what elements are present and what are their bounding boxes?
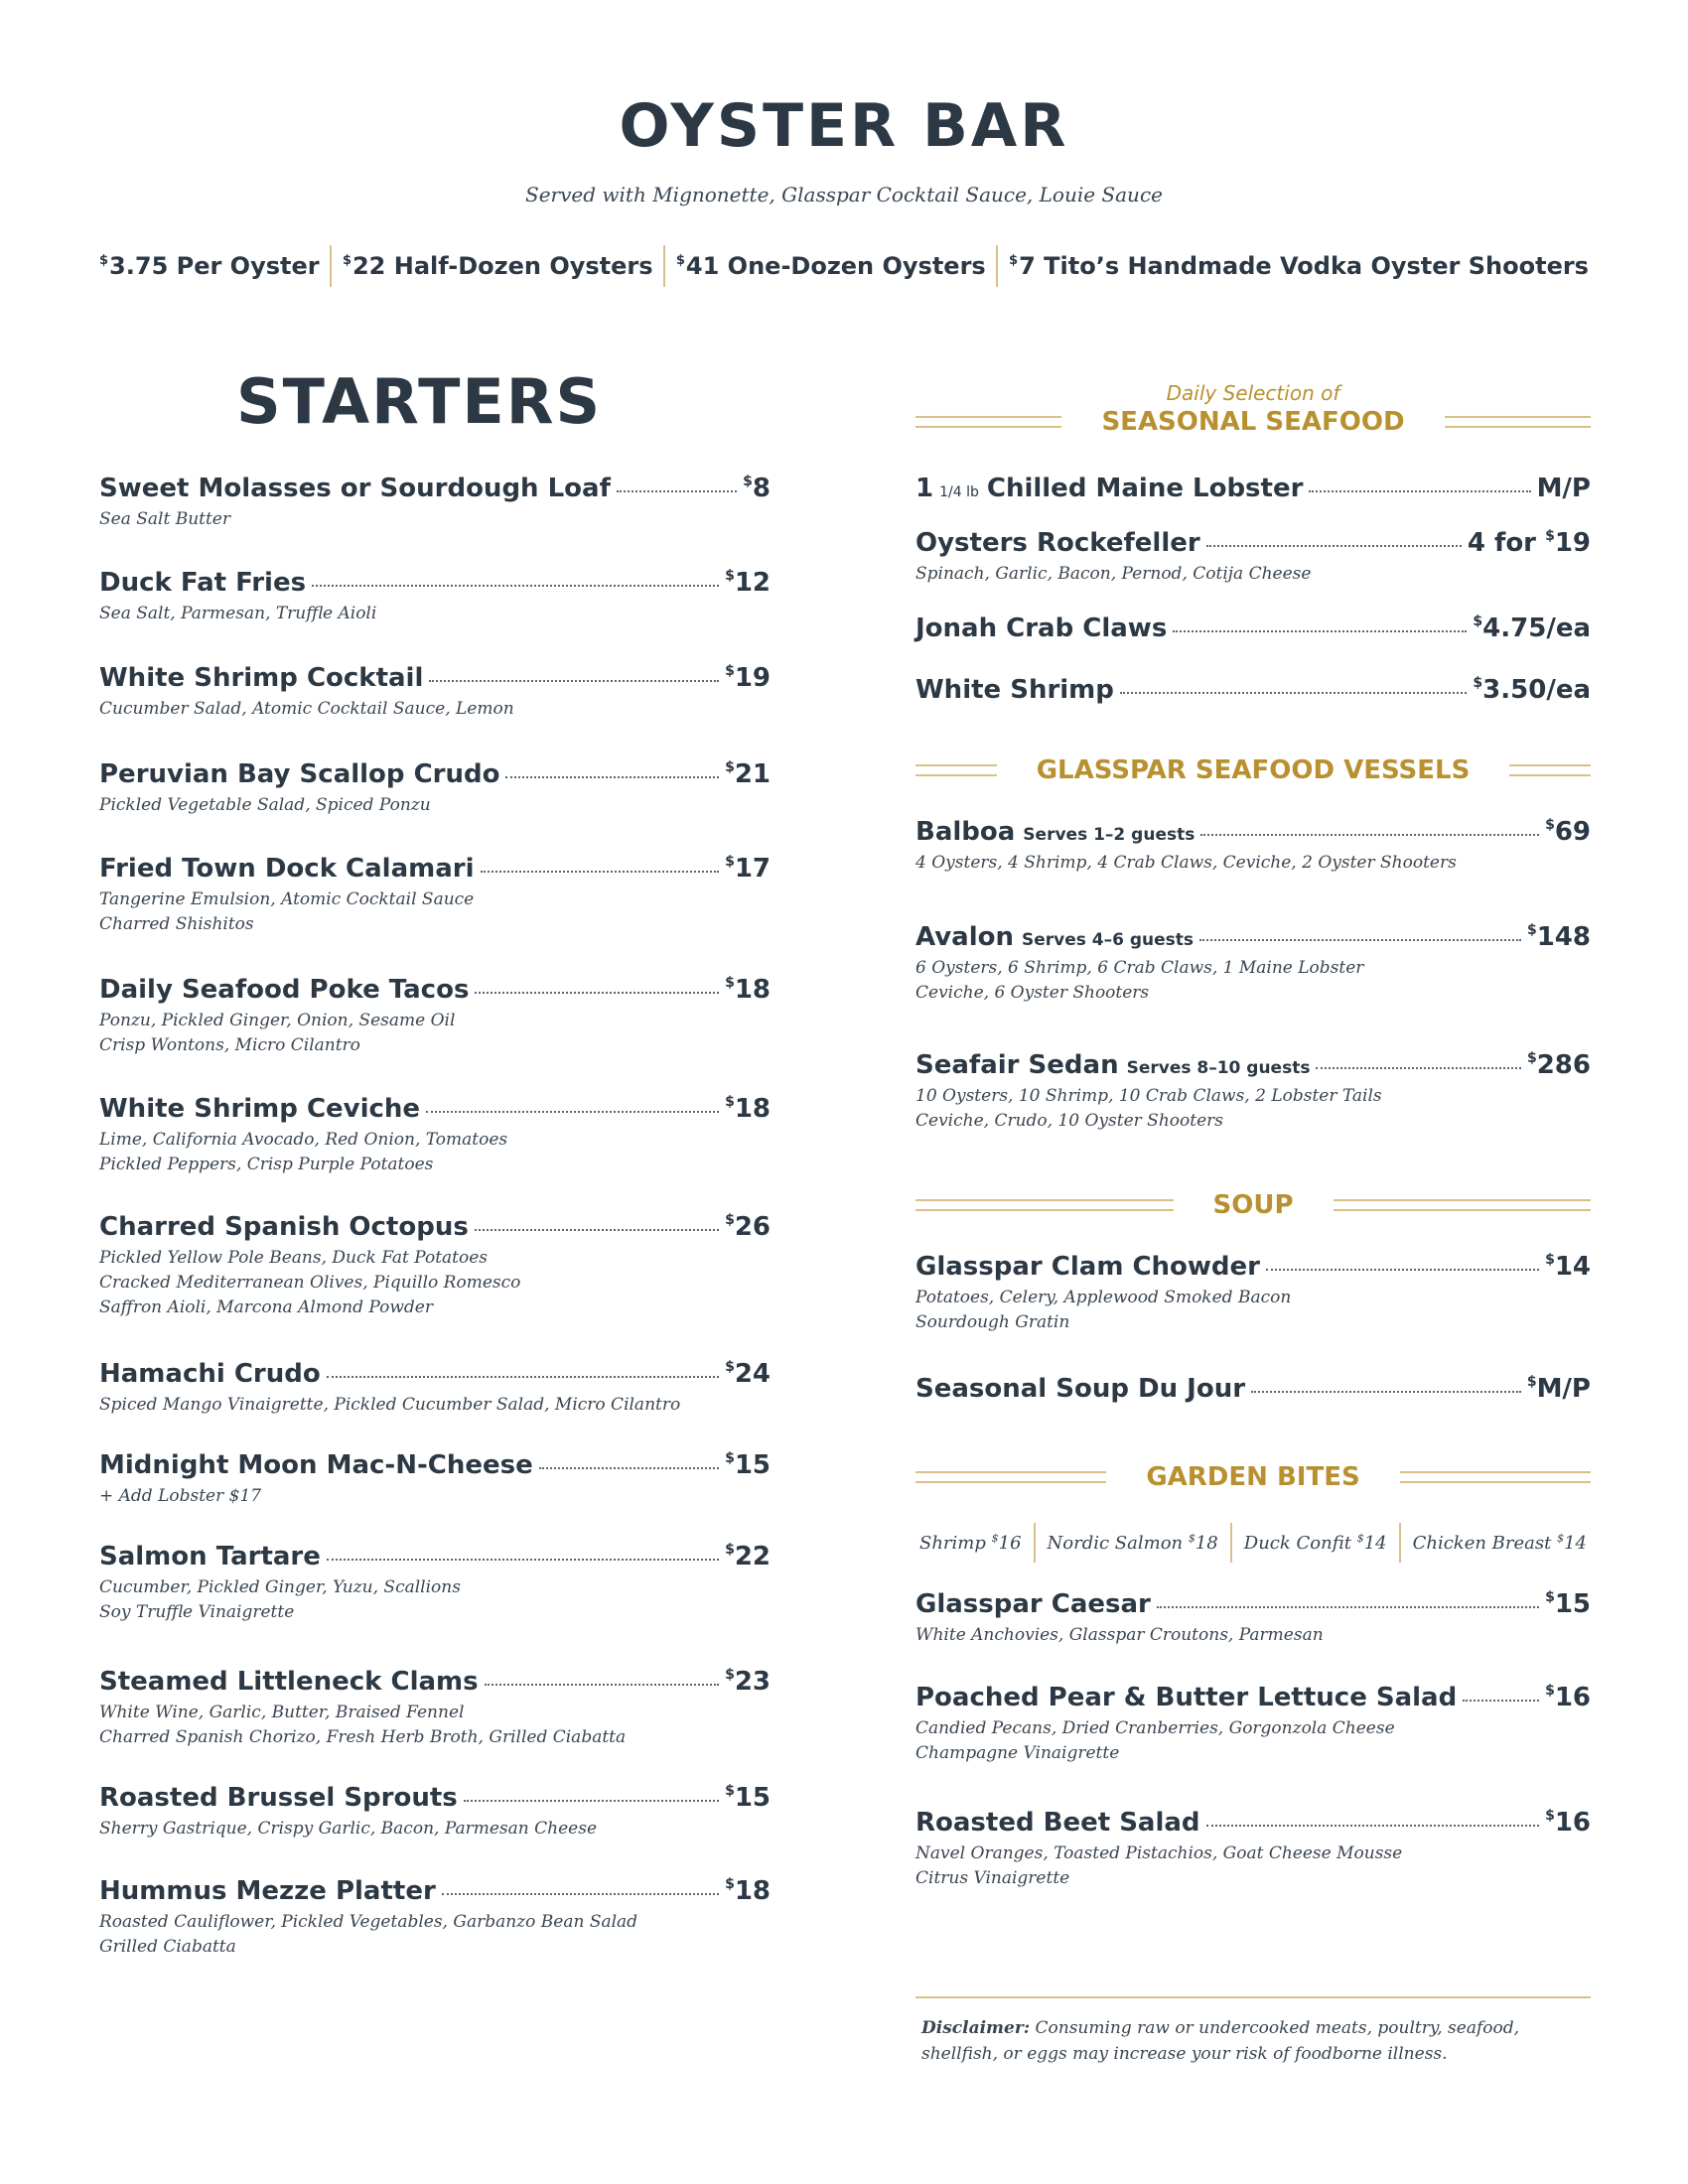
item-name: Jonah Crab Claws [915, 614, 1168, 643]
dot-leader [1316, 1067, 1521, 1069]
starters-title: STARTERS [236, 365, 603, 438]
item-price: $148 [1526, 922, 1591, 952]
item-name: White Shrimp Cocktail [99, 663, 424, 693]
dot-leader [617, 490, 737, 492]
section-title: GLASSPAR SEAFOOD VESSELS [1036, 755, 1471, 785]
item-name: Balboa [915, 817, 1016, 847]
divider [996, 245, 998, 287]
protein-option: Nordic Salmon $18 [1047, 1532, 1218, 1554]
menu-item [915, 675, 1591, 705]
item-description: Crisp Wontons, Micro Cilantro [99, 1035, 360, 1055]
soup-heading [915, 1190, 1591, 1220]
item-name: Seafair Sedan [915, 1050, 1119, 1080]
divider [915, 764, 997, 776]
seasonal-kicker: Daily Selection of [1166, 381, 1340, 405]
item-name: White Shrimp [915, 675, 1114, 705]
dot-leader [1120, 692, 1468, 694]
protein-addons [915, 1521, 1591, 1565]
menu-item-line [99, 1359, 771, 1389]
item-description: Ceviche, 6 Oyster Shooters [915, 983, 1150, 1003]
item-description: Pickled Peppers, Crisp Purple Potatoes [99, 1155, 434, 1174]
item-price: $22 [725, 1542, 771, 1571]
menu-item [99, 568, 771, 626]
menu-item-line [99, 1094, 771, 1124]
item-description: Sea Salt, Parmesan, Truffle Aioli [99, 604, 377, 623]
item-description: 10 Oysters, 10 Shrimp, 10 Crab Claws, 2 Lobster Tails [915, 1086, 1382, 1106]
item-description: Spiced Mango Vinaigrette, Pickled Cucumber Salad, Micro Cilantro [99, 1395, 681, 1415]
divider [1509, 764, 1591, 776]
dot-leader [1266, 1269, 1539, 1271]
item-price: $18 [725, 975, 771, 1005]
item-description: Sea Salt Butter [99, 509, 230, 529]
dot-leader [481, 871, 720, 873]
menu-item-line [915, 528, 1591, 558]
item-price: $15 [725, 1450, 771, 1480]
menu-item-line [915, 474, 1591, 503]
dot-leader [312, 585, 719, 587]
item-name: White Shrimp Ceviche [99, 1094, 421, 1124]
oyster-price-list [99, 245, 1589, 287]
divider [1334, 1199, 1592, 1211]
item-name: Steamed Littleneck Clams [99, 1667, 479, 1697]
item-name: Peruvian Bay Scallop Crudo [99, 759, 500, 789]
menu-item [915, 474, 1591, 503]
menu-item-line [99, 1783, 771, 1813]
menu-item-line [915, 1683, 1591, 1712]
dot-leader [327, 1559, 719, 1561]
item-name: Salmon Tartare [99, 1542, 321, 1571]
item-name: Sweet Molasses or Sourdough Loaf [99, 474, 611, 503]
item-price: $M/P [1526, 1374, 1591, 1404]
price-prefix: 4 for [1467, 528, 1546, 558]
protein-option: Chicken Breast $14 [1412, 1532, 1587, 1554]
item-description: Cucumber, Pickled Ginger, Yuzu, Scallions [99, 1577, 461, 1597]
menu-item [99, 1359, 771, 1418]
item-price: M/P [1536, 474, 1591, 503]
item-description: Charred Shishitos [99, 914, 254, 934]
menu-item-line [99, 975, 771, 1005]
item-description: Spinach, Garlic, Bacon, Pernod, Cotija Cheese [915, 564, 1312, 584]
item-weight: 1/4 lb [939, 484, 979, 500]
menu-item [99, 1667, 771, 1750]
menu-item [99, 1450, 771, 1509]
item-description: Sherry Gastrique, Crispy Garlic, Bacon, Parmesan Cheese [99, 1819, 598, 1839]
item-description: Citrus Vinaigrette [915, 1868, 1070, 1888]
divider [663, 245, 665, 287]
item-description: Pickled Yellow Pole Beans, Duck Fat Potatoes [99, 1248, 489, 1268]
menu-item [99, 474, 771, 532]
item-quantity: 1 [915, 474, 934, 503]
dot-leader [1206, 1825, 1540, 1827]
dot-leader [429, 680, 719, 682]
item-price: $18 [725, 1876, 771, 1906]
menu-item-line [915, 817, 1591, 847]
item-name: Hamachi Crudo [99, 1359, 321, 1389]
item-description: Grilled Ciabatta [99, 1937, 236, 1957]
dot-leader [327, 1376, 719, 1378]
menu-item-line [99, 474, 771, 503]
item-price: $16 [1545, 1683, 1591, 1712]
item-name: Hummus Mezze Platter [99, 1876, 436, 1906]
divider [915, 1471, 1106, 1483]
dot-leader [1173, 630, 1467, 632]
section-title: GARDEN BITES [1146, 1462, 1360, 1492]
item-name: Roasted Brussel Sprouts [99, 1783, 458, 1813]
item-description: White Anchovies, Glasspar Croutons, Parmesan [915, 1625, 1324, 1645]
divider [330, 245, 332, 287]
menu-item-line [915, 1808, 1591, 1838]
menu-item-line [99, 663, 771, 693]
item-name: Glasspar Caesar [915, 1589, 1151, 1619]
dot-leader [505, 776, 719, 778]
dot-leader [485, 1684, 719, 1686]
item-name: Daily Seafood Poke Tacos [99, 975, 470, 1005]
dot-leader [442, 1893, 719, 1895]
item-description: Potatoes, Celery, Applewood Smoked Bacon [915, 1288, 1292, 1307]
item-name: Glasspar Clam Chowder [915, 1252, 1261, 1282]
item-description: Sourdough Gratin [915, 1312, 1070, 1332]
divider [1034, 1523, 1036, 1563]
menu-item [915, 817, 1591, 876]
item-price: $4.75/ea [1473, 614, 1591, 643]
item-description: Cucumber Salad, Atomic Cocktail Sauce, Lemon [99, 699, 514, 719]
dot-leader [1206, 545, 1462, 547]
item-serving-note: Serves 4–6 guests [1021, 930, 1195, 950]
oyster-bar-title: OYSTER BAR [619, 91, 1069, 161]
item-price: $18 [725, 1094, 771, 1124]
menu-item-line [915, 1252, 1591, 1282]
item-serving-note: Serves 8–10 guests [1126, 1058, 1311, 1078]
menu-item-line [99, 854, 771, 884]
vessels-heading [915, 755, 1591, 785]
menu-item-line [99, 568, 771, 598]
oyster-price: $7 Tito’s Handmade Vodka Oyster Shooters [1009, 252, 1589, 280]
item-description: Soy Truffle Vinaigrette [99, 1602, 295, 1622]
item-description: Ponzu, Pickled Ginger, Onion, Sesame Oil [99, 1011, 456, 1030]
menu-item [99, 1542, 771, 1625]
menu-item [915, 1252, 1591, 1335]
item-description: Tangerine Emulsion, Atomic Cocktail Sauce [99, 889, 475, 909]
item-name: Poached Pear & Butter Lettuce Salad [915, 1683, 1458, 1712]
item-price: 4 for $19 [1467, 528, 1591, 558]
item-description: Lime, California Avocado, Red Onion, Tomatoes [99, 1130, 508, 1150]
menu-item [915, 1374, 1591, 1404]
divider [1399, 1523, 1401, 1563]
dot-leader [464, 1800, 719, 1802]
menu-item [915, 1808, 1591, 1891]
menu-item-line [99, 759, 771, 789]
item-price: $12 [725, 568, 771, 598]
item-price: $286 [1526, 1050, 1591, 1080]
menu-item-line [99, 1212, 771, 1242]
item-description: White Wine, Garlic, Butter, Braised Fennel [99, 1703, 465, 1722]
section-title: SOUP [1212, 1190, 1294, 1220]
item-description: 6 Oysters, 6 Shrimp, 6 Crab Claws, 1 Maine Lobster [915, 958, 1364, 978]
dot-leader [475, 992, 719, 994]
item-description: Ceviche, Crudo, 10 Oyster Shooters [915, 1111, 1223, 1131]
item-price: $69 [1545, 817, 1591, 847]
oyster-bar-subtitle: Served with Mignonette, Glasspar Cocktail Sauce, Louie Sauce [525, 183, 1163, 206]
item-price: $26 [725, 1212, 771, 1242]
item-serving-note: Serves 1–2 guests [1023, 825, 1196, 845]
item-name: Midnight Moon Mac-N-Cheese [99, 1450, 533, 1480]
menu-item [915, 528, 1591, 587]
oyster-price: $22 Half-Dozen Oysters [342, 252, 653, 280]
item-price: $8 [743, 474, 771, 503]
menu-item-line [915, 1589, 1591, 1619]
item-description: Candied Pecans, Dried Cranberries, Gorgonzola Cheese [915, 1718, 1395, 1738]
item-price: $21 [725, 759, 771, 789]
disclaimer: Disclaimer: Consuming raw or undercooked meats, poultry, seafood, shellfish, or eggs may increase your risk of foodborne illness. [921, 2018, 1520, 2064]
menu-item [99, 1783, 771, 1842]
garden-heading [915, 1462, 1591, 1492]
dot-leader [426, 1111, 719, 1113]
item-price: $15 [1545, 1589, 1591, 1619]
menu-item [915, 922, 1591, 1006]
menu-item [915, 1683, 1591, 1766]
divider [1400, 1471, 1591, 1483]
item-description: + Add Lobster $17 [99, 1486, 262, 1506]
menu-item [915, 614, 1591, 643]
item-name: Oysters Rockefeller [915, 528, 1200, 558]
menu-item-line [915, 922, 1591, 952]
item-name: Avalon [915, 922, 1014, 952]
dot-leader [1200, 834, 1539, 836]
item-description: Cracked Mediterranean Olives, Piquillo Romesco [99, 1273, 521, 1293]
dot-leader [1199, 939, 1521, 941]
oyster-price: $3.75 Per Oyster [99, 252, 320, 280]
menu-item [99, 759, 771, 818]
dot-leader [539, 1467, 719, 1469]
divider [915, 1199, 1174, 1211]
divider [1230, 1523, 1232, 1563]
dot-leader [1309, 490, 1530, 492]
protein-option: Duck Confit $14 [1243, 1532, 1387, 1554]
divider [915, 1996, 1591, 1998]
item-price: $16 [1545, 1808, 1591, 1838]
menu-item-line [915, 675, 1591, 705]
seasonal-seafood-heading [915, 407, 1591, 437]
menu-item-line [99, 1450, 771, 1480]
item-description: 4 Oysters, 4 Shrimp, 4 Crab Claws, Ceviche, 2 Oyster Shooters [915, 853, 1457, 873]
item-description: Charred Spanish Chorizo, Fresh Herb Broth, Grilled Ciabatta [99, 1727, 627, 1747]
item-name: Roasted Beet Salad [915, 1808, 1200, 1838]
item-price: $15 [725, 1783, 771, 1813]
item-price: $3.50/ea [1473, 675, 1591, 705]
dot-leader [1463, 1700, 1539, 1702]
menu-item [915, 1050, 1591, 1134]
item-name: Duck Fat Fries [99, 568, 307, 598]
dot-leader [1157, 1606, 1539, 1608]
item-price: $24 [725, 1359, 771, 1389]
menu-item [99, 1876, 771, 1960]
section-title: SEASONAL SEAFOOD [1101, 407, 1405, 437]
menu-item-line [99, 1876, 771, 1906]
divider [915, 416, 1061, 428]
menu-item-line [915, 1374, 1591, 1404]
menu-item-line [99, 1542, 771, 1571]
item-name: Charred Spanish Octopus [99, 1212, 469, 1242]
oyster-price: $41 One-Dozen Oysters [675, 252, 986, 280]
item-description: Navel Oranges, Toasted Pistachios, Goat Cheese Mousse [915, 1843, 1403, 1863]
protein-option: Shrimp $16 [919, 1532, 1022, 1554]
item-price: $14 [1545, 1252, 1591, 1282]
item-price: $17 [725, 854, 771, 884]
item-description: Saffron Aioli, Marcona Almond Powder [99, 1297, 433, 1317]
menu-item [915, 1589, 1591, 1648]
item-price: $19 [725, 663, 771, 693]
dot-leader [1251, 1391, 1521, 1393]
menu-item-line [915, 1050, 1591, 1080]
divider [1445, 416, 1591, 428]
item-name: Fried Town Dock Calamari [99, 854, 475, 884]
menu-item-line [915, 614, 1591, 643]
item-name: Seasonal Soup Du Jour [915, 1374, 1246, 1404]
item-price: $23 [725, 1667, 771, 1697]
item-description: Roasted Cauliflower, Pickled Vegetables, Garbanzo Bean Salad [99, 1912, 638, 1932]
menu-item [99, 1094, 771, 1177]
menu-item [99, 663, 771, 722]
item-name: Chilled Maine Lobster [986, 474, 1304, 503]
menu-item [99, 975, 771, 1058]
menu-item [99, 854, 771, 937]
item-description: Pickled Vegetable Salad, Spiced Ponzu [99, 795, 431, 815]
item-description: Champagne Vinaigrette [915, 1743, 1120, 1763]
menu-item-line [99, 1667, 771, 1697]
dot-leader [475, 1229, 719, 1231]
menu-item [99, 1212, 771, 1320]
